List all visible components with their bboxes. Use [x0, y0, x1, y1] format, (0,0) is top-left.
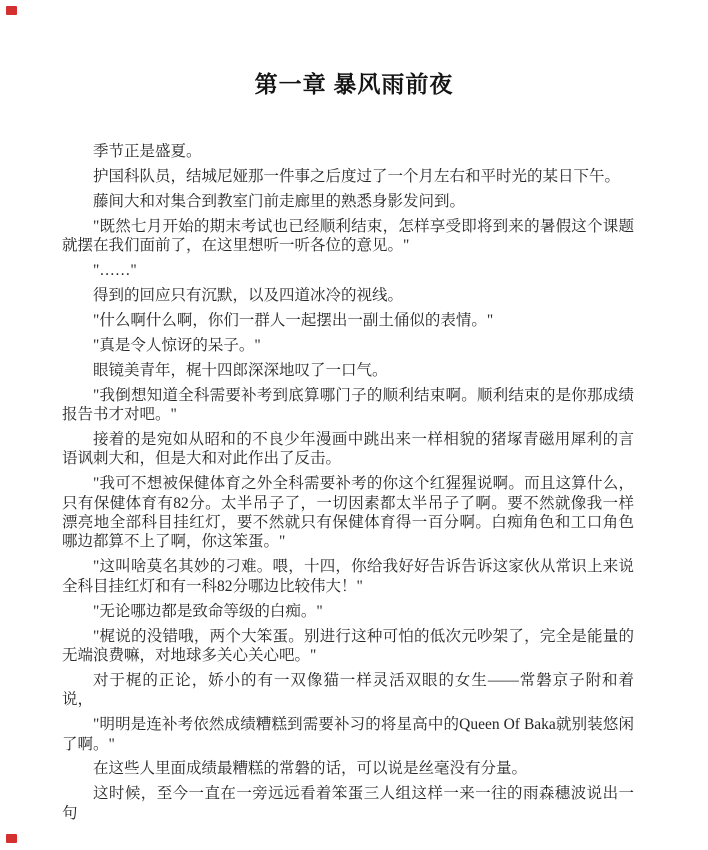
- paragraph: "梶说的没错哦，两个大笨蛋。别进行这种可怕的低次元吵架了，完全是能量的无端浪费嘛，对地球多关心关心吧。": [62, 627, 634, 664]
- paragraph: "明明是连补考依然成绩糟糕到需要补习的将星高中的Queen Of Baka就别装悠闲了啊。": [62, 716, 634, 753]
- paragraph: 接着的是宛如从昭和的不良少年漫画中跳出来一样相貌的猪塚青磁用犀利的言语讽刺大和，但是大和对此作出了反击。: [62, 430, 634, 468]
- paragraph: "我倒想知道全科需要补考到底算哪门子的顺利结束啊。顺利结束的是你那成绩报告书才对吧。": [62, 386, 634, 423]
- paragraph: 在这些人里面成绩最糟糕的常磐的话，可以说是丝毫没有分量。: [93, 760, 528, 778]
- paragraph: 得到的回应只有沉默，以及四道冰冷的视线。: [93, 286, 404, 304]
- body-text: [62, 142, 634, 823]
- paragraph: "我可不想被保健体育之外全科需要补考的你这个红猩猩说啊。而且这算什么，只有保健体育有82分。太半吊子了，一切因素都太半吊子了啊。要不然就像我一样漂亮地全部科目挂红灯，要不然就只有保健体育得一百分啊。白痴角色和工口角色哪边都算不上了啊，你这笨蛋。": [62, 475, 634, 551]
- paragraph: 对于梶的正论，娇小的有一双像猫一样灵活双眼的女生——常磐京子附和着说，: [62, 671, 634, 709]
- paragraph: 藤间大和对集合到教室门前走廊里的熟悉身影发问到。: [93, 192, 466, 210]
- paragraph: "无论哪边都是致命等级的白痴。": [93, 602, 323, 620]
- red-corner-mark-top: [6, 6, 17, 15]
- paragraph: "什么啊什么啊，你们一群人一起摆出一副土俑似的表情。": [93, 311, 494, 329]
- paragraph: "真是令人惊讶的呆子。": [93, 336, 261, 354]
- paragraph: 护国科队员，结城尼娅那一件事之后度过了一个月左右和平时光的某日下午。: [93, 167, 621, 185]
- paragraph: 季节正是盛夏。: [93, 143, 202, 160]
- paragraph: 眼镜美青年，梶十四郎深深地叹了一口气。: [93, 361, 388, 379]
- chapter-title: 第一章 暴风雨前夜: [254, 72, 454, 97]
- paragraph: "既然七月开始的期末考试也已经顺利结束，怎样享受即将到来的暑假这个课题就摆在我们面前了，在这里想听一听各位的意见。": [62, 217, 634, 255]
- paragraph: "……": [93, 262, 137, 280]
- red-corner-mark-bottom: [6, 834, 17, 843]
- paragraph: 这时候，至今一直在一旁远远看着笨蛋三人组这样一来一往的雨森穗波说出一句: [62, 785, 634, 822]
- paragraph: "这叫啥莫名其妙的刁难。喂，十四，你给我好好告诉告诉这家伙从常识上来说全科目挂红灯和有一科82分哪边比较伟大！": [62, 558, 634, 595]
